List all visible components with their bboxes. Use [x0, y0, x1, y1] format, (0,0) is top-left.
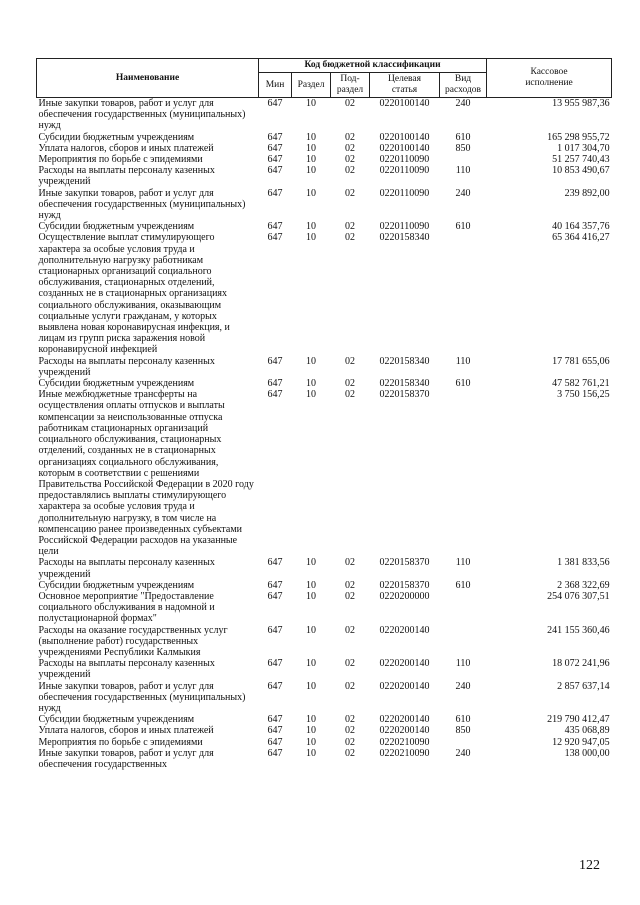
row-celevaya: 0220100140: [379, 142, 430, 154]
row-vid: 110: [455, 557, 471, 569]
row-podrazdel: 02: [345, 680, 355, 692]
row-celevaya: 0220158370: [379, 557, 430, 569]
row-name: Уплата налогов, сборов и иных платежей: [38, 725, 214, 737]
row-min: 647: [267, 714, 283, 726]
row-name: Осуществление выплат стимулирующего характера за особые условия труда и дополнительную нагрузку работникам стационарных организаций социального обслуживания, стационарных отделений, созданных не в стационарных организациях социального обслуживания, оказывающим социальные услуги гражданам, у которых выявлена новая коронавирусная инфекция, и лицам из групп риска заражения новой коронавирусной инфекцией: [38, 232, 230, 356]
row-vid: [440, 232, 487, 355]
row-podrazdel: 02: [345, 714, 355, 726]
row-min: 647: [267, 98, 283, 109]
row-vid: [440, 591, 487, 625]
row-name: Расходы на оказание государственных услуг (выполнение работ) государственных учреждениями Республики Калмыкия: [38, 624, 228, 658]
row-podrazdel: 02: [345, 736, 355, 748]
row-vid: 110: [455, 658, 471, 670]
row-razdel: 10: [306, 221, 316, 233]
row-min: 647: [267, 680, 283, 692]
row-min: 647: [267, 187, 283, 199]
row-min: 647: [267, 590, 283, 602]
table-row: [37, 557, 612, 579]
header-podrazdel: Под- раздел: [331, 73, 370, 98]
row-podrazdel: 02: [345, 355, 355, 367]
row-vid: [440, 625, 487, 659]
header-min: Мин: [259, 73, 292, 98]
row-razdel: 10: [306, 187, 316, 199]
header-vid: Вид расходов: [440, 73, 487, 98]
row-name: Мероприятия по борьбе с эпидемиями: [38, 154, 203, 166]
row-min: 647: [267, 579, 283, 591]
table-row: [37, 748, 612, 770]
table-row: [37, 232, 612, 355]
table-row: [37, 132, 612, 143]
row-name: Субсидии бюджетным учреждениям: [38, 221, 195, 233]
row-amount: 2 368 322,69: [557, 579, 610, 591]
row-razdel: 10: [306, 389, 316, 401]
row-vid: 610: [455, 579, 471, 591]
row-celevaya: 0220100140: [379, 131, 430, 143]
row-celevaya: 0220200140: [379, 725, 430, 737]
table-row: [37, 356, 612, 378]
row-razdel: 10: [306, 154, 316, 166]
row-celevaya: 0220200000: [379, 590, 430, 602]
row-vid: 110: [455, 165, 471, 177]
row-podrazdel: 02: [345, 579, 355, 591]
row-min: 647: [267, 378, 283, 390]
row-amount: 435 068,89: [564, 725, 610, 737]
row-amount: 2 857 637,14: [557, 680, 610, 692]
table-row: [37, 165, 612, 187]
row-podrazdel: 02: [345, 142, 355, 154]
table-body: [37, 98, 612, 771]
row-celevaya: 0220200140: [379, 714, 430, 726]
row-amount: 1 017 304,70: [557, 142, 610, 154]
row-vid: 110: [455, 355, 471, 367]
row-celevaya: 0220110090: [379, 187, 430, 199]
table-row: [37, 188, 612, 222]
row-razdel: 10: [306, 131, 316, 143]
row-min: 647: [267, 221, 283, 233]
row-vid: [440, 737, 487, 748]
table-row: [37, 143, 612, 154]
row-amount: 12 920 947,05: [552, 736, 610, 748]
row-name: Субсидии бюджетным учреждениям: [38, 579, 195, 591]
row-razdel: 10: [306, 355, 316, 367]
row-vid: 850: [455, 725, 471, 737]
row-min: 647: [267, 736, 283, 748]
row-name: Расходы на выплаты персоналу казенных учреждений: [38, 355, 215, 378]
row-razdel: 10: [306, 142, 316, 154]
row-name: Уплата налогов, сборов и иных платежей: [38, 142, 214, 154]
row-amount: 47 582 761,21: [552, 378, 610, 390]
row-vid: 610: [455, 714, 471, 726]
row-podrazdel: 02: [345, 624, 355, 636]
row-celevaya: 0220158370: [379, 389, 430, 401]
row-amount: 1 381 833,56: [557, 557, 610, 569]
table-row: [37, 98, 612, 132]
table-row: [37, 625, 612, 659]
row-celevaya: 0220200140: [379, 624, 430, 636]
table-row: [37, 154, 612, 165]
page-number: 122: [579, 858, 600, 873]
row-min: 647: [267, 355, 283, 367]
row-name: Иные межбюджетные трансферты на осуществления оплаты отпусков и выплаты компенсации за неиспользованные отпуска работникам стационарных организаций социального обслуживания, стационарных отделений, созданных не в стационарных организациях социального обслуживания, которым в соответствии с решениями Правительства Российской Федерации в 2020 году предоставлялись выплаты стимулирующего характера за особые условия труда и дополнительную нагрузку, в том числе на компенсацию ранее произведенных субъектами Российской Федерации расходов на указанные цели: [38, 389, 254, 558]
row-celevaya: 0220158370: [379, 579, 430, 591]
budget-table-page: [36, 58, 611, 770]
row-razdel: 10: [306, 680, 316, 692]
row-celevaya: 0220100140: [379, 98, 430, 109]
row-min: 647: [267, 624, 283, 636]
row-razdel: 10: [306, 557, 316, 569]
table-row: [37, 221, 612, 232]
row-min: 647: [267, 557, 283, 569]
row-amount: 239 892,00: [564, 187, 610, 199]
row-podrazdel: 02: [345, 165, 355, 177]
budget-table: [36, 58, 612, 770]
row-vid: 610: [455, 378, 471, 390]
row-vid: [440, 389, 487, 557]
row-name: Иные закупки товаров, работ и услуг для обеспечения государственных: [38, 747, 214, 770]
row-amount: 65 364 416,27: [552, 232, 610, 244]
row-podrazdel: 02: [345, 98, 355, 109]
table-row: [37, 725, 612, 736]
row-vid: 240: [455, 98, 471, 109]
row-celevaya: 0220210090: [379, 736, 430, 748]
table-row: [37, 681, 612, 715]
row-min: 647: [267, 154, 283, 166]
table-row: [37, 714, 612, 725]
row-name: Иные закупки товаров, работ и услуг для обеспечения государственных (муниципальных) нужд: [38, 98, 246, 132]
row-amount: 254 076 307,51: [547, 590, 610, 602]
row-vid: 610: [455, 221, 471, 233]
row-razdel: 10: [306, 165, 316, 177]
row-name: Субсидии бюджетным учреждениям: [38, 714, 195, 726]
row-name: Иные закупки товаров, работ и услуг для обеспечения государственных (муниципальных) нужд: [38, 187, 246, 222]
row-razdel: 10: [306, 736, 316, 748]
header-name: Наименование: [37, 59, 259, 98]
table-row: [37, 591, 612, 625]
row-celevaya: 0220210090: [379, 747, 430, 759]
row-name: Расходы на выплаты персоналу казенных учреждений: [38, 658, 215, 681]
row-amount: 13 955 987,36: [552, 98, 610, 109]
row-podrazdel: 02: [345, 557, 355, 569]
row-amount: 165 298 955,72: [547, 131, 610, 143]
row-podrazdel: 02: [345, 221, 355, 233]
row-celevaya: 0220110090: [379, 221, 430, 233]
table-row: [37, 378, 612, 389]
row-razdel: 10: [306, 624, 316, 636]
row-celevaya: 0220200140: [379, 680, 430, 692]
row-podrazdel: 02: [345, 187, 355, 199]
row-min: 647: [267, 142, 283, 154]
row-razdel: 10: [306, 714, 316, 726]
row-amount: 241 155 360,46: [547, 624, 610, 636]
row-name: Мероприятия по борьбе с эпидемиями: [38, 736, 203, 748]
row-min: 647: [267, 232, 283, 244]
row-podrazdel: 02: [345, 747, 355, 759]
row-podrazdel: 02: [345, 154, 355, 166]
row-vid: 240: [455, 747, 471, 759]
row-amount: 10 853 490,67: [552, 165, 610, 177]
row-podrazdel: 02: [345, 389, 355, 401]
row-name: Субсидии бюджетным учреждениям: [38, 131, 195, 143]
header-razdel: Раздел: [292, 73, 331, 98]
row-min: 647: [267, 131, 283, 143]
row-name: Расходы на выплаты персоналу казенных учреждений: [38, 165, 215, 188]
row-podrazdel: 02: [345, 232, 355, 244]
row-amount: 18 072 241,96: [552, 658, 610, 670]
row-amount: 40 164 357,76: [552, 221, 610, 233]
row-min: 647: [267, 658, 283, 670]
header-celevaya: Целевая статья: [370, 73, 440, 98]
row-name: Субсидии бюджетным учреждениям: [38, 378, 195, 390]
row-podrazdel: 02: [345, 378, 355, 390]
row-celevaya: 0220110090: [379, 165, 430, 177]
row-razdel: 10: [306, 725, 316, 737]
table-row: [37, 580, 612, 591]
row-amount: 17 781 655,06: [552, 355, 610, 367]
table-row: [37, 389, 612, 557]
row-amount: 3 750 156,25: [557, 389, 610, 401]
row-razdel: 10: [306, 579, 316, 591]
row-amount: 219 790 412,47: [547, 714, 610, 726]
row-razdel: 10: [306, 378, 316, 390]
row-min: 647: [267, 725, 283, 737]
row-vid: 240: [455, 680, 471, 692]
row-name: Иные закупки товаров, работ и услуг для обеспечения государственных (муниципальных) нужд: [38, 680, 246, 714]
row-amount: 51 257 740,43: [552, 154, 610, 166]
row-min: 647: [267, 747, 283, 759]
table-row: [37, 737, 612, 748]
row-razdel: 10: [306, 98, 316, 109]
row-celevaya: 0220158340: [379, 355, 430, 367]
row-amount: 138 000,00: [564, 747, 610, 759]
row-celevaya: 0220200140: [379, 658, 430, 670]
row-razdel: 10: [306, 590, 316, 602]
row-celevaya: 0220158340: [379, 232, 430, 244]
row-razdel: 10: [306, 232, 316, 244]
row-min: 647: [267, 165, 283, 177]
row-vid: 850: [455, 142, 471, 154]
row-min: 647: [267, 389, 283, 401]
row-name: Основное мероприятие "Предоставление социального обслуживания в надомной и полустационарной формах": [38, 590, 215, 625]
table-row: [37, 658, 612, 680]
row-vid: [440, 154, 487, 165]
row-celevaya: 0220110090: [379, 154, 430, 166]
row-name: Расходы на выплаты персоналу казенных учреждений: [38, 557, 215, 580]
row-podrazdel: 02: [345, 725, 355, 737]
row-celevaya: 0220158340: [379, 378, 430, 390]
header-code-group: Код бюджетной классификации: [259, 59, 487, 73]
header-amount: Кассовое исполнение: [487, 59, 612, 98]
row-vid: 610: [455, 131, 471, 143]
row-podrazdel: 02: [345, 131, 355, 143]
row-razdel: 10: [306, 747, 316, 759]
row-podrazdel: 02: [345, 658, 355, 670]
row-vid: 240: [455, 187, 471, 199]
row-razdel: 10: [306, 658, 316, 670]
row-podrazdel: 02: [345, 590, 355, 602]
